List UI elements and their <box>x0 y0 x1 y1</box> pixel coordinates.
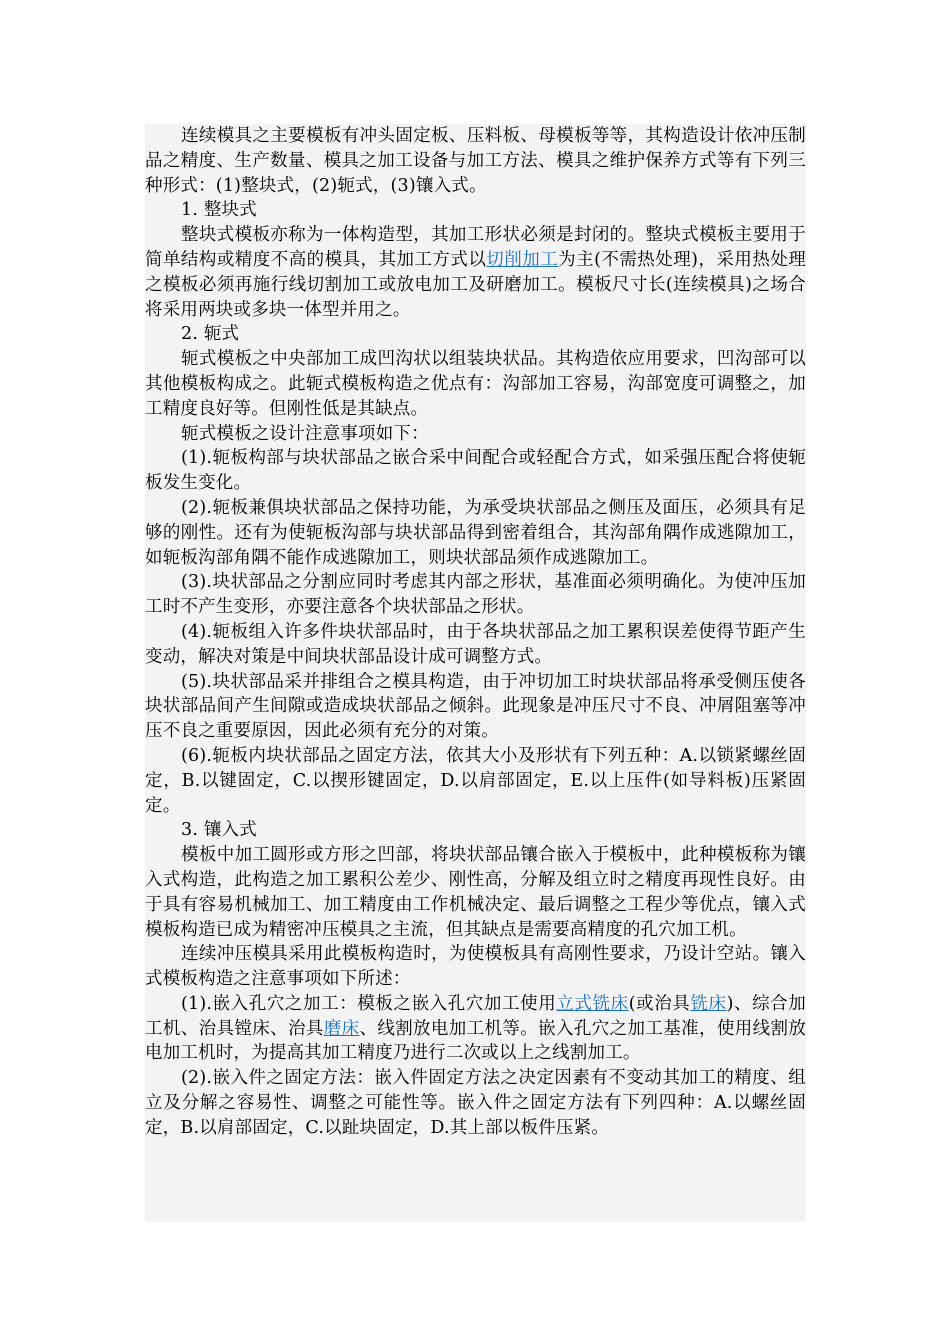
paragraph <box>145 818 806 843</box>
paragraph <box>145 1066 806 1140</box>
paragraph-text: 1. 整块式 <box>181 200 257 221</box>
paragraph-text: (2).嵌入件之固定方法：嵌入件固定方法之决定因素有不变动其加工的精度、组立及分解之容易性、调整之可能性等。嵌入件之固定方法有下列四种：A.以螺丝固定，B.以肩部固定，C.以趾块固定，D.其上部以板件压紧。 <box>145 1068 806 1138</box>
paragraph <box>145 124 806 198</box>
paragraph <box>145 744 806 818</box>
paragraph <box>145 496 806 570</box>
paragraph-text: 连续模具之主要模板有冲头固定板、压料板、母模板等等，其构造设计依冲压制品之精度、生产数量、模具之加工设备与加工方法、模具之维护保养方式等有下列三种形式：(1)整块式，(2)轭式，(3)镶入式。 <box>145 126 806 196</box>
paragraph-text: 为主(不需热处理)，采用热处理之模板必须再施行线切割加工或放电加工及研磨加工。模板尺寸长(连续模具)之场合将采用两块或多块一体型并用之。 <box>145 249 806 320</box>
paragraph-text: (1).嵌入孔穴之加工：模板之嵌入孔穴加工使用 <box>181 993 557 1014</box>
paragraph-text: 连续冲压模具采用此模板构造时，为使模板具有高刚性要求，乃设计空站。镶入式模板构造之注意事项如下所述： <box>145 944 806 990</box>
paragraph <box>145 620 806 670</box>
term-link[interactable]: 切削加工 <box>486 249 559 270</box>
paragraph <box>145 570 806 620</box>
paragraph-text: 轭式模板之中央部加工成凹沟状以组装块状品。其构造依应用要求，凹沟部可以其他模板构成之。此轭式模板构造之优点有：沟部加工容易，沟部宽度可调整之，加工精度良好等。但刚性低是其缺点。 <box>145 349 806 419</box>
paragraph-text: 模板中加工圆形或方形之凹部，将块状部品镶合嵌入于模板中，此种模板称为镶入式构造，此构造之加工累积公差少、刚性高，分解及组立时之精度再现性良好。由于具有容易机械加工、加工精度由工作机械决定、最后调整之工程少等优点，镶入式模板构造已成为精密冲压模具之主流，但其缺点是需要高精度的孔穴加工机。 <box>145 845 806 940</box>
article-text-block <box>145 124 806 1222</box>
paragraph-text: 、线割放电加工机等。嵌入孔穴之加工基准，使用线割放电加工机时，为提高其加工精度乃进行二次或以上之线割加工。 <box>145 1018 807 1064</box>
paragraph <box>145 942 806 992</box>
term-link[interactable]: 铣床 <box>690 993 727 1014</box>
term-link[interactable]: 磨床 <box>323 1018 360 1039</box>
paragraph-text: (5).块状部品采并排组合之模具构造，由于冲切加工时块状部品将承受侧压使各块状部品间产生间隙或造成块状部品之倾斜。此现象是冲压尺寸不良、冲屑阻塞等冲压不良之重要原因，因此必须有充分的对策。 <box>145 671 806 742</box>
paragraph-text: )、综合加工机、治具镗床、治具 <box>145 993 806 1039</box>
paragraph <box>145 198 806 223</box>
paragraph-text: (6).轭板内块状部品之固定方法，依其大小及形状有下列五种：A.以锁紧螺丝固定，B.以键固定，C.以揳形键固定，D.以肩部固定，E.以上压件(如导料板)压紧固定。 <box>145 745 806 816</box>
paragraph <box>145 670 806 744</box>
paragraph-text: 2. 轭式 <box>181 324 240 345</box>
paragraph <box>145 322 806 347</box>
paragraph-text: (1).轭板构部与块状部品之嵌合采中间配合或轻配合方式，如采强压配合将使轭板发生变化。 <box>145 448 806 494</box>
paragraph-text: 整块式模板亦称为一体构造型，其加工形状必须是封闭的。整块式模板主要用于简单结构或精度不高的模具，其加工方式以 <box>145 225 806 270</box>
paragraph-text: 3. 镶入式 <box>181 820 257 841</box>
term-link[interactable]: 立式铣床 <box>556 993 629 1014</box>
paragraph <box>145 422 806 447</box>
paragraph-text: (或治具 <box>628 993 691 1014</box>
paragraph <box>145 446 806 496</box>
paragraph <box>145 992 806 1066</box>
paragraph-text: 轭式模板之设计注意事项如下： <box>181 423 429 444</box>
paragraph-text: (3).块状部品之分割应同时考虑其内部之形状，基准面必须明确化。为使冲压加工时不产生变形，亦要注意各个块状部品之形状。 <box>145 572 806 618</box>
paragraph <box>145 843 806 942</box>
paragraph <box>145 347 806 421</box>
paragraph <box>145 223 806 322</box>
paragraph-text: (2).轭板兼俱块状部品之保持功能，为承受块状部品之侧压及面压，必须具有足够的刚性。还有为使轭板沟部与块状部品得到密着组合，其沟部角隅作成逃隙加工，如轭板沟部角隅不能作成逃隙加工，则块状部品须作成逃隙加工。 <box>145 497 806 568</box>
paragraph-text: (4).轭板组入许多件块状部品时，由于各块状部品之加工累积误差使得节距产生变动，解决对策是中间块状部品设计成可调整方式。 <box>145 621 806 667</box>
